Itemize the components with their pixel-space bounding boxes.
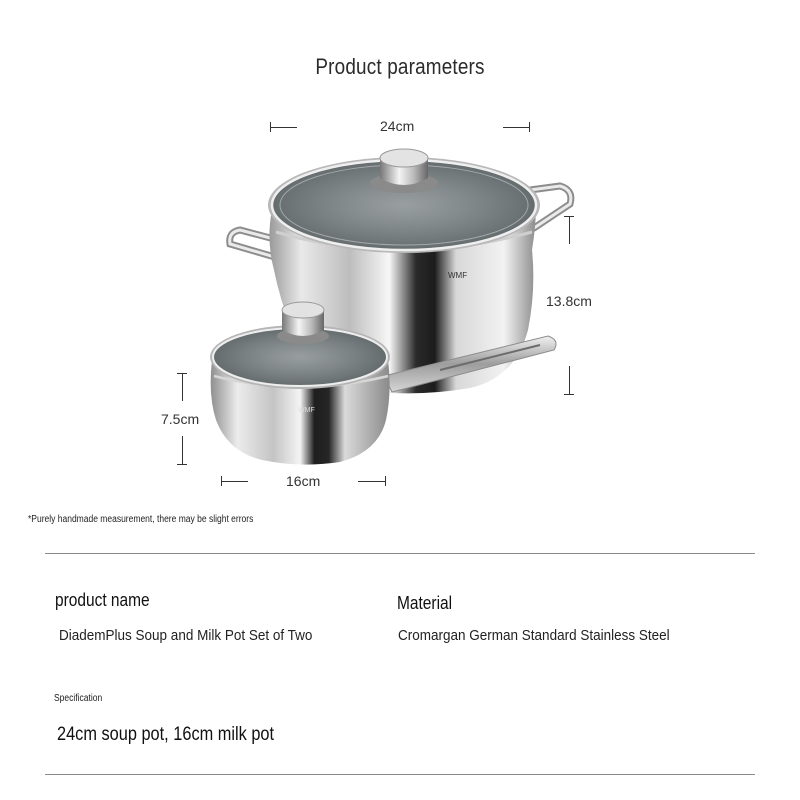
dim-line (221, 481, 248, 482)
dim-line (569, 216, 570, 244)
page-title: Product parameters (315, 54, 485, 79)
product-name-value: DiademPlus Soup and Milk Pot Set of Two (59, 627, 313, 644)
dim-line (503, 127, 530, 128)
measurement-note: *Purely handmade measurement, there may be slight errors (28, 514, 254, 525)
milk-pot-diameter: 16cm (286, 473, 321, 489)
dim-line (358, 481, 385, 482)
divider-top (45, 553, 755, 554)
dim-line (182, 436, 183, 464)
specification-label: Specification (54, 693, 103, 704)
dim-line (569, 366, 570, 394)
divider-bottom (45, 774, 755, 775)
dim-tick (564, 394, 574, 395)
soup-pot-height: 13.8cm (546, 293, 592, 309)
milk-pot-logo: WMF (298, 407, 315, 414)
milk-pot-height: 7.5cm (161, 411, 200, 427)
dim-tick (529, 122, 530, 132)
product-name-label: product name (55, 590, 150, 610)
specification-value: 24cm soup pot, 16cm milk pot (57, 724, 275, 745)
dim-tick (177, 464, 187, 465)
dim-line (270, 127, 297, 128)
soup-pot-diameter: 24cm (380, 118, 415, 134)
dim-tick (385, 476, 386, 486)
soup-pot-logo: WMF (448, 271, 468, 280)
dim-line (182, 373, 183, 401)
material-label: Material (397, 593, 453, 613)
material-value: Cromargan German Standard Stainless Steel (398, 627, 670, 644)
